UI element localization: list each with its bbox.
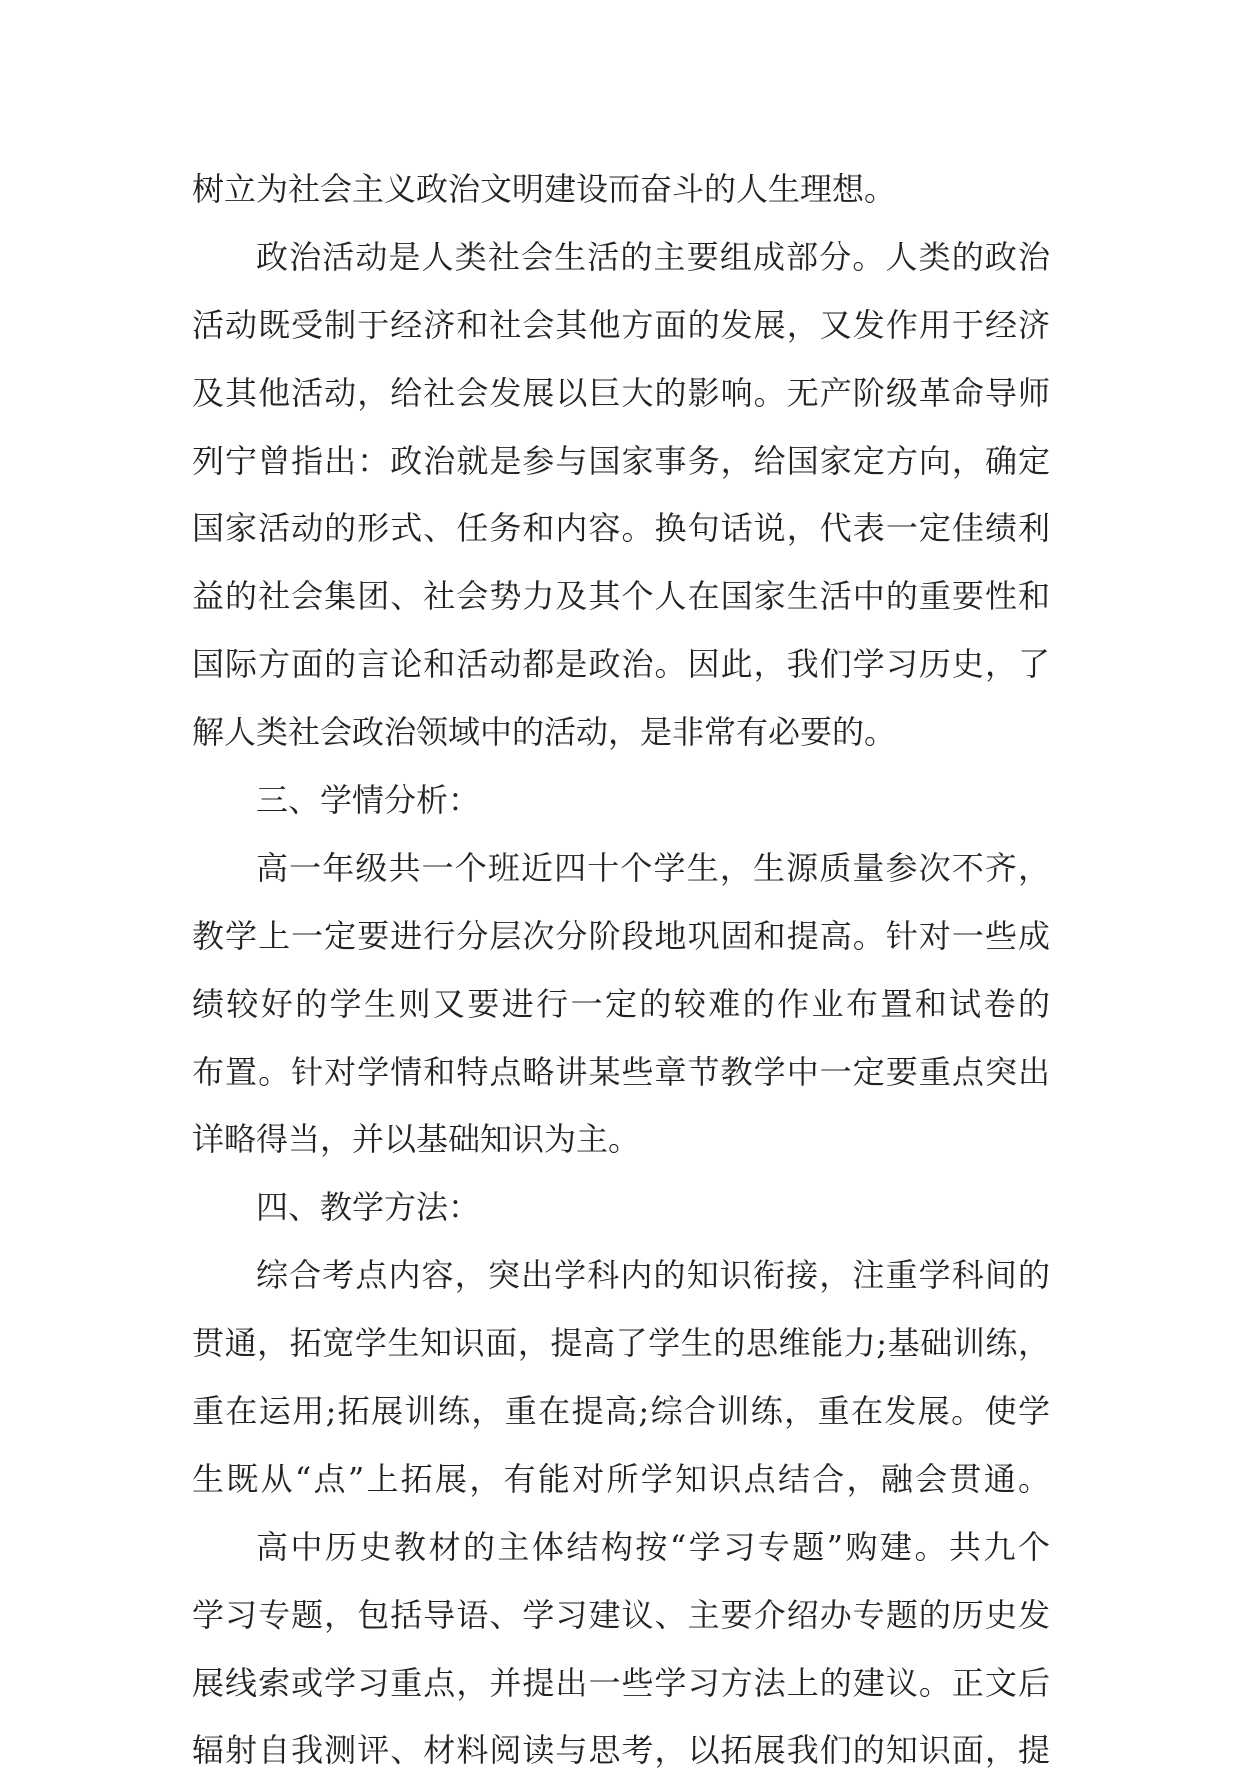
text-line-17: 综合考点内容，突出学科内的知识衔接，注重学科间的 xyxy=(256,1256,1050,1295)
text-line-22: 学习专题，包括导语、学习建议、主要介绍办专题的历史发 xyxy=(192,1595,1050,1634)
text-line-2: 政治活动是人类社会生活的主要组成部分。人类的政治 xyxy=(256,237,1050,276)
text-line-9: 解人类社会政治领域中的活动，是非常有必要的。 xyxy=(192,713,897,752)
text-line-20: 生既从“点”上拓展，有能对所学知识点结合，融会贯通。 xyxy=(192,1459,1050,1498)
text-line-23: 展线索或学习重点，并提出一些学习方法上的建议。正文后 xyxy=(192,1663,1050,1702)
text-line-12: 教学上一定要进行分层次分阶段地巩固和提高。针对一些成 xyxy=(192,916,1050,955)
text-line-4: 及其他活动，给社会发展以巨大的影响。无产阶级革命导师 xyxy=(192,373,1050,412)
text-line-8: 国际方面的言论和活动都是政治。因此，我们学习历史，了 xyxy=(192,645,1050,684)
text-line-5: 列宁曾指出：政治就是参与国家事务，给国家定方向，确定 xyxy=(192,441,1050,480)
text-line-7: 益的社会集团、社会势力及其个人在国家生活中的重要性和 xyxy=(192,577,1050,616)
text-line-18: 贯通，拓宽学生知识面，提高了学生的思维能力;基础训练， xyxy=(192,1324,1050,1363)
text-line-21: 高中历史教材的主体结构按“学习专题”购建。共九个 xyxy=(256,1527,1050,1566)
text-line-11: 高一年级共一个班近四十个学生，生源质量参次不齐， xyxy=(256,848,1050,887)
text-line-19: 重在运用;拓展训练，重在提高;综合训练，重在发展。使学 xyxy=(192,1392,1050,1431)
text-line-13: 绩较好的学生则又要进行一定的较难的作业布置和试卷的 xyxy=(192,984,1050,1023)
text-line-24: 辐射自我测评、材料阅读与思考，以拓展我们的知识面，提 xyxy=(192,1731,1050,1770)
text-line-3: 活动既受制于经济和社会其他方面的发展，又发作用于经济 xyxy=(192,305,1050,344)
text-line-14: 布置。针对学情和特点略讲某些章节教学中一定要重点突出 xyxy=(192,1052,1050,1091)
section-heading-learning-analysis: 三、学情分析： xyxy=(256,781,481,820)
text-line-6: 国家活动的形式、任务和内容。换句话说，代表一定佳绩利 xyxy=(192,509,1050,548)
section-heading-teaching-methods: 四、教学方法： xyxy=(256,1188,481,1227)
text-line-1: 树立为社会主义政治文明建设而奋斗的人生理想。 xyxy=(192,170,897,208)
document-body xyxy=(192,156,1050,1785)
text-line-15: 详略得当，并以基础知识为主。 xyxy=(192,1120,641,1159)
